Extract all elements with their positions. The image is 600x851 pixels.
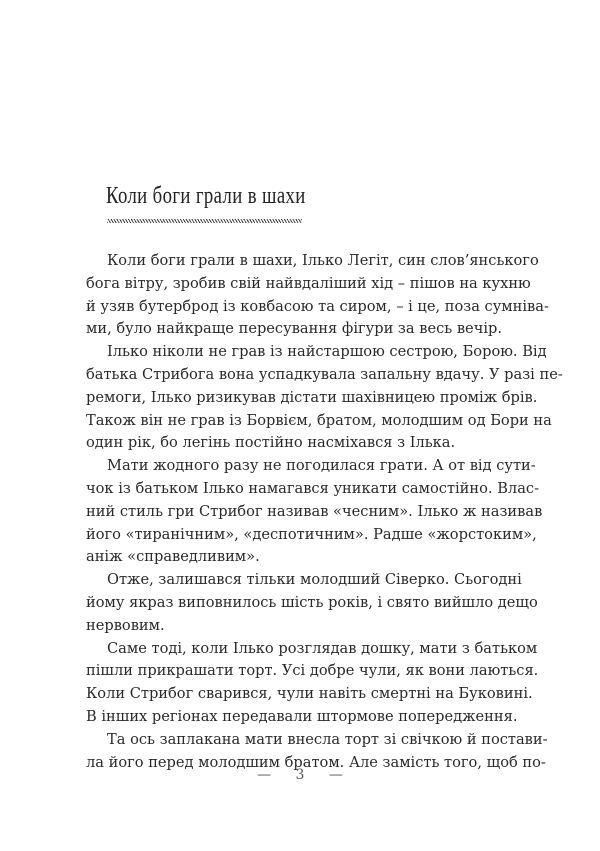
paragraph — [86, 638, 539, 729]
text-line: В інших регіонах передавали штормове попередження. — [86, 707, 518, 725]
text-line: нервовим. — [86, 616, 165, 634]
paragraph — [86, 250, 549, 341]
paragraph — [86, 569, 538, 637]
text-line: ремоги, Ілько ризикував дістати шахівницею проміж брів. — [86, 388, 538, 406]
title-underline-ornament — [107, 219, 302, 223]
body-text — [86, 250, 563, 774]
text-line: один рік, бо легінь постійно насміхався з Ілька. — [86, 434, 456, 452]
text-line: Отже, залишався тільки молодший Сіверко. Сьогодні — [107, 571, 522, 589]
paragraph — [86, 341, 563, 455]
text-line: бога вітру, зробив свій найвдаліший хід – пішов на кухню — [86, 274, 531, 292]
text-line: йому якраз виповнилось шість років, і свято вийшло дещо — [86, 593, 538, 611]
chapter-title: Коли боги грали в шахи — [106, 183, 306, 209]
page-number-value: 3 — [295, 767, 305, 783]
text-line: його «тиранічним», «деспотичним». Радше «жорстоким», — [86, 525, 537, 543]
page-number-dash-right: — — [328, 767, 343, 783]
text-line: пішли прикрашати торт. Усі добре чули, як вони лаються. — [86, 662, 539, 680]
text-line: Мати жодного разу не погодилася грати. А от від сути- — [107, 457, 536, 475]
paragraph — [86, 455, 543, 569]
text-line: аніж «справедливим». — [86, 548, 260, 566]
text-line: Ілько ніколи не грав із найстаршою сестрою, Борою. Від — [107, 343, 547, 361]
text-line: ла його перед молодшим братом. Але замість того, щоб по- — [86, 753, 546, 771]
text-line: батька Стрибога вона успадкувала запальну вдачу. У разі пе- — [86, 365, 563, 383]
text-line: Коли Стрибог сварився, чули навіть смертні на Буковині. — [86, 685, 533, 703]
text-line: ми, було найкраще пересування фігури за весь вечір. — [86, 320, 502, 338]
text-line: Також він не грав із Борвієм, братом, молодшим од Бори на — [86, 411, 552, 429]
text-line: Коли боги грали в шахи, Ілько Легіт, син слов’янського — [107, 252, 539, 269]
text-line: й узяв бутерброд із ковбасою та сиром, – і це, поза сумніва- — [86, 297, 549, 315]
text-line: ний стиль гри Стрибог називав «чесним». Ілько ж називав — [86, 502, 543, 520]
text-line: Саме тоді, коли Ілько розглядав дошку, мати з батьком — [107, 639, 538, 657]
page-number-dash-left: — — [257, 767, 272, 783]
text-line: чок із батьком Ілько намагався уникати самостійно. Влас- — [86, 479, 539, 497]
page-number — [0, 767, 600, 783]
text-line: Та ось заплакана мати внесла торт зі свічкою й постави- — [107, 730, 548, 748]
